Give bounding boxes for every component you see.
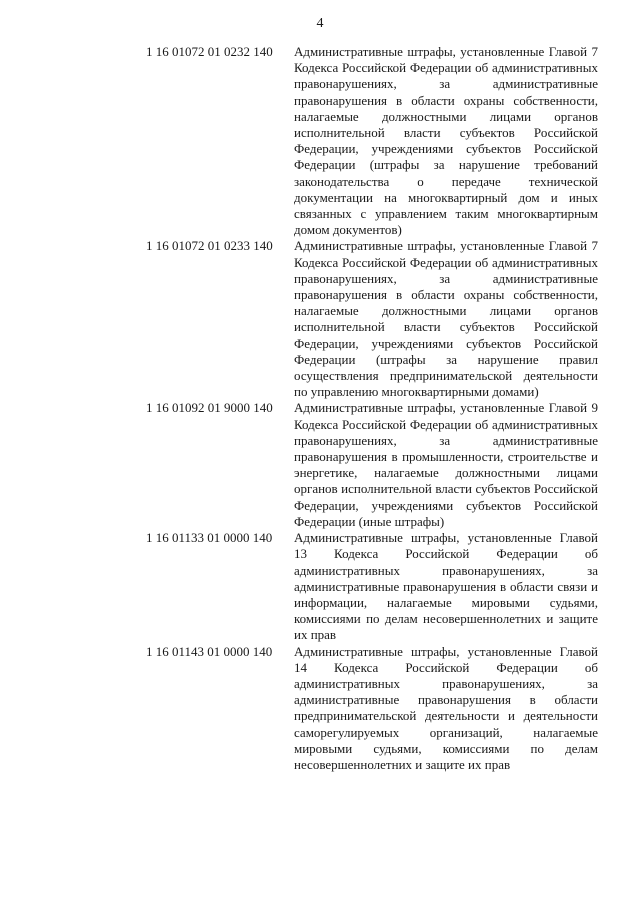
table-row — [146, 400, 606, 530]
table-row — [146, 644, 606, 774]
budget-classification-table — [146, 44, 606, 773]
code-description: Административные штрафы, установленные Главой 7 Кодекса Российской Федерации об административных правонарушениях, за административные правонарушения в области охраны собственности, налагаемые должностными лицами органов исполнительной власти субъектов Российской Федерации, учреждениями субъектов Российской Федерации (штрафы за нарушение требований законодательства о передаче технической документации на многоквартирный дом и иных связанных с управлением таким многоквартирным домом документов) — [294, 44, 598, 238]
budget-code: 1 16 01072 01 0233 140 — [146, 238, 273, 254]
code-description: Административные штрафы, установленные Главой 7 Кодекса Российской Федерации об административных правонарушениях, за административные правонарушения в области охраны собственности, налагаемые должностными лицами органов исполнительной власти субъектов Российской Федерации, учреждениями субъектов Российской Федерации (штрафы за нарушение правил осуществления предпринимательской деятельности по управлению многоквартирными домами) — [294, 238, 598, 400]
budget-code: 1 16 01092 01 9000 140 — [146, 400, 273, 416]
budget-code: 1 16 01133 01 0000 140 — [146, 530, 273, 546]
page-number: 4 — [316, 16, 324, 31]
table-row — [146, 238, 606, 400]
table-row — [146, 44, 606, 238]
table-row — [146, 530, 606, 643]
budget-code: 1 16 01072 01 0232 140 — [146, 44, 273, 59]
code-description: Административные штрафы, установленные Главой 13 Кодекса Российской Федерации об административных правонарушениях, за административные правонарушения в области связи и информации, налагаемые мировыми судьями, комиссиями по делам несовершеннолетних и защите их прав — [294, 530, 598, 643]
code-description: Административные штрафы, установленные Главой 9 Кодекса Российской Федерации об административных правонарушениях, за административные правонарушения в промышленности, строительстве и энергетике, налагаемые должностными лицами органов исполнительной власти субъектов Российской Федерации, учреждениями субъектов Российской Федерации (иные штрафы) — [294, 400, 598, 529]
code-description: Административные штрафы, установленные Главой 14 Кодекса Российской Федерации об административных правонарушениях, за административные правонарушения в области предпринимательской деятельности и деятельности саморегулируемых организаций, налагаемые мировыми судьями, комиссиями по делам несовершеннолетних и защите их прав — [294, 643, 598, 772]
budget-code: 1 16 01143 01 0000 140 — [146, 643, 273, 659]
